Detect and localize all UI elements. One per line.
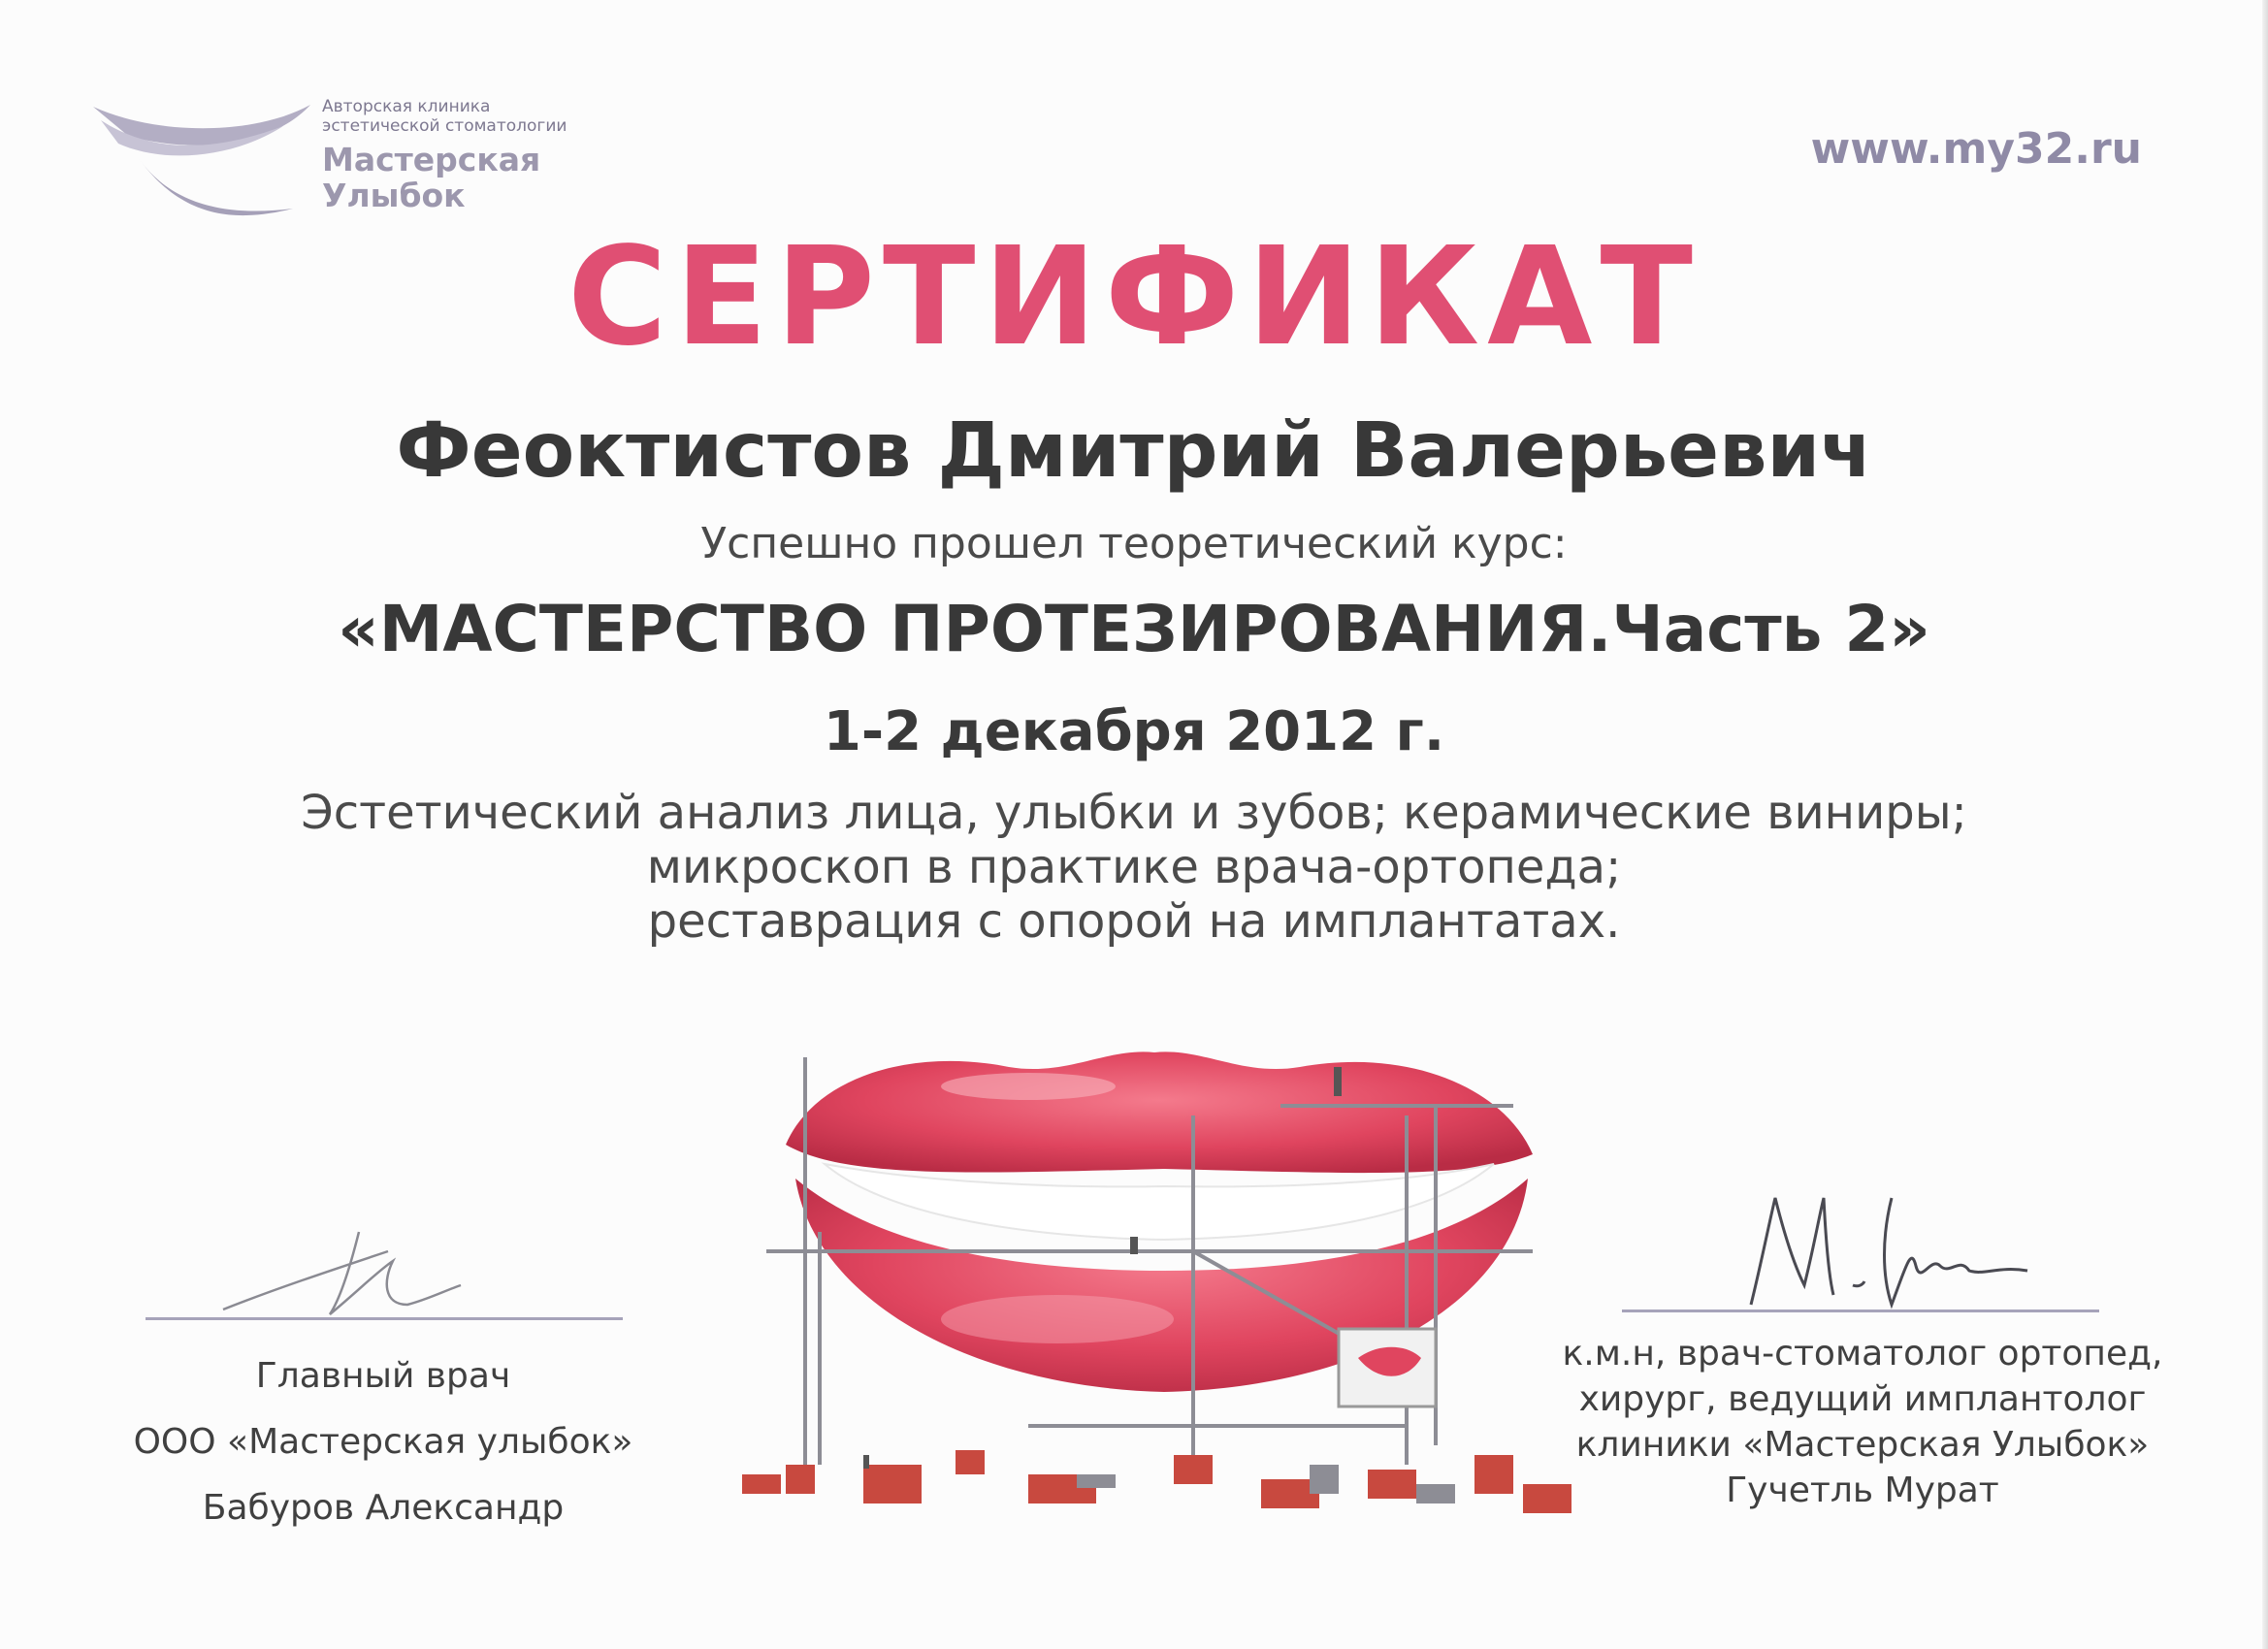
right-signatory-line2: хирург, ведущий имплантолог <box>1578 1379 2147 1419</box>
left-signature-line <box>146 1317 623 1320</box>
right-signature <box>1736 1179 2047 1324</box>
left-signatory <box>97 1343 669 1541</box>
left-signatory-organization: ООО «Мастерская улыбок» <box>133 1422 633 1462</box>
left-signatory-name: Бабуров Александр <box>202 1488 565 1528</box>
clinic-logo <box>89 97 594 233</box>
topic-line: микроскоп в практике врача-ортопеда; <box>646 840 1622 894</box>
logo-tagline <box>322 97 567 136</box>
certificate-title: СЕРТИФИКАТ <box>567 218 1701 376</box>
logo-tagline-line1: Авторская клиника <box>322 97 491 116</box>
swoosh-logo-icon <box>89 97 322 233</box>
topic-line: Эстетический анализ лица, улыбки и зубов; керамические виниры; <box>301 786 1967 840</box>
right-signatory-line3: клиники «Мастерская Улыбок» <box>1575 1425 2150 1465</box>
right-signature-line <box>1622 1310 2099 1312</box>
completion-text: Успешно прошел теоретический курс: <box>700 519 1568 568</box>
logo-clinic-name <box>322 142 540 213</box>
logo-tagline-line2: эстетической стоматологии <box>322 116 567 136</box>
topic-line: реставрация с опорой на имплантатах. <box>647 894 1621 949</box>
course-dates: 1-2 декабря 2012 г. <box>823 700 1445 763</box>
right-signatory-name: Гучетль Мурат <box>1726 1471 1999 1510</box>
left-signatory-role: Главный врач <box>255 1356 511 1396</box>
course-topics <box>0 786 2268 949</box>
right-signatory <box>1552 1331 2173 1513</box>
recipient-name: Феоктистов Дмитрий Валерьевич <box>396 407 1872 495</box>
logo-name-line2: Улыбок <box>322 177 466 214</box>
right-signatory-line1: к.м.н, врач-стоматолог ортопед, <box>1562 1334 2163 1374</box>
logo-name-line1: Мастерская <box>322 141 541 178</box>
left-signature <box>213 1212 466 1329</box>
lips-scaffolding-illustration <box>737 1009 1591 1533</box>
website-url: www.my32.ru <box>1810 124 2142 174</box>
course-name: «МАСТЕРСТВО ПРОТЕЗИРОВАНИЯ.Часть 2» <box>338 592 1930 666</box>
